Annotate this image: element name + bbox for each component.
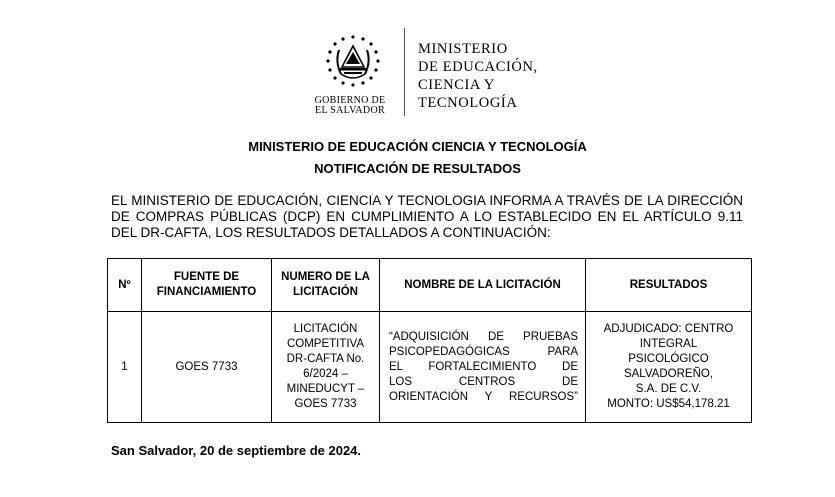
header-nombre: NOMBRE DE LA LICITACIÓN [380,259,586,312]
ministry-line: MINISTERIO [418,41,508,57]
resultado-line: MONTO: US$54,178.21 [607,398,730,410]
resultado-line: ADJUDICADO: CENTRO [603,323,734,335]
cell-numero: LICITACIÓN COMPETITIVA DR-CAFTA No. 6/2024 – MINEDUCYT – GOES 7733 [272,312,380,423]
header-num: Nº [108,259,142,312]
header-divider [404,28,405,116]
signoff-date: San Salvador, 20 de septiembre de 2024. [111,443,362,458]
ministry-line: TECNOLOGÍA [418,95,518,111]
nombre-line: ORIENTACIÓN Y RECURSOS” [389,390,578,403]
nombre-line: LOS CENTROS DE [389,375,578,388]
gobierno-label [300,96,400,116]
ministry-line: DE EDUCACIÓN, [418,59,538,75]
ministry-name [418,40,538,112]
ministry-logo-header [300,26,600,120]
resultado-line: S.A. DE C.V. [635,383,702,395]
nombre-line: EL FORTALECIMIENTO DE [389,360,578,373]
gobierno-line-2: EL SALVADOR [315,105,385,116]
table-row [108,312,752,423]
intro-paragraph: EL MINISTERIO DE EDUCACIÓN, CIENCIA Y TECNOLOGIA INFORMA A TRAVÉS DE LA DIRECCIÓN DE COMPRAS PÚBLICAS (DCP) EN CUMPLIMIENTO A LO ESTABLECIDO EN EL ARTÍCULO 9.11 DEL DR-CAFTA, LOS RESULTADOS DETALLADOS A CONTINUACIÓN: [111,193,743,240]
nombre-line: PSICOPEDAGÓGICAS PARA [389,345,578,358]
cell-nombre [380,312,586,423]
header-fuente: FUENTE DE FINANCIAMIENTO [142,259,272,312]
document-title: MINISTERIO DE EDUCACIÓN CIENCIA Y TECNOLOGÍA [248,139,587,154]
el-salvador-coat-of-arms-icon [318,32,388,96]
nombre-line: “ADQUISICIÓN DE PRUEBAS [389,330,578,343]
cell-fuente: GOES 7733 [142,312,272,423]
gobierno-line-1: GOBIERNO DE [314,95,386,106]
resultado-line: PSICOLÓGICO [628,353,709,365]
header-numero: NUMERO DE LA LICITACIÓN [272,259,380,312]
cell-resultados [586,312,752,423]
cell-num: 1 [108,312,142,423]
document-subtitle: NOTIFICACIÓN DE RESULTADOS [314,161,521,176]
table-header-row [108,259,752,312]
ministry-line: CIENCIA Y [418,77,495,93]
header-resultados: RESULTADOS [586,259,752,312]
resultado-line: INTEGRAL [639,338,698,350]
results-table [107,258,752,423]
resultado-line: SALVADOREÑO, [623,368,714,380]
